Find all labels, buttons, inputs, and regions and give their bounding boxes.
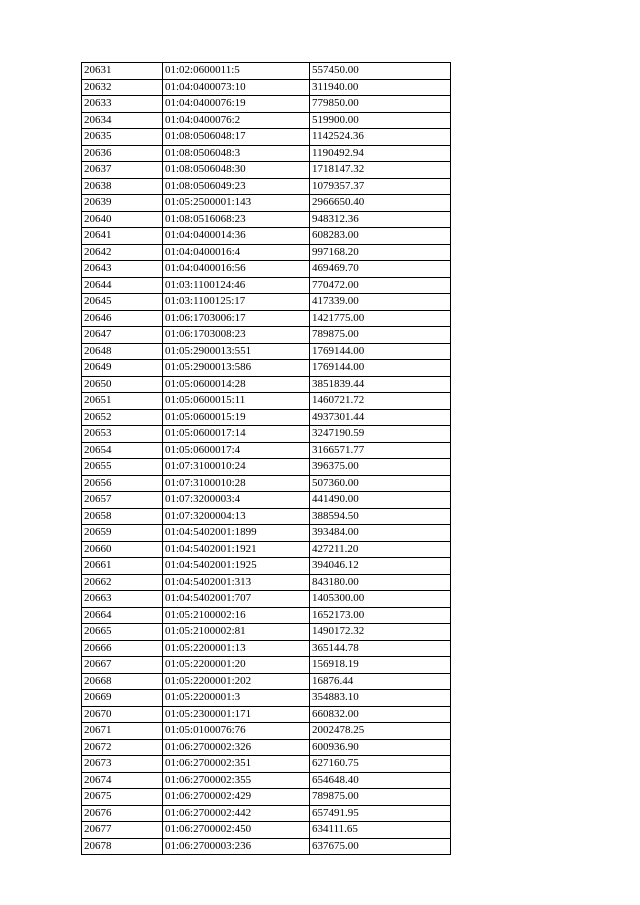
row-number-cell: 20669: [82, 690, 163, 707]
table-row: [82, 145, 451, 162]
row-number-cell: 20672: [82, 739, 163, 756]
value-cell: 354883.10: [310, 690, 451, 707]
table-row: [82, 525, 451, 542]
cadastral-number-cell: 01:04:0400073:10: [163, 79, 310, 96]
table-row: [82, 723, 451, 740]
row-number-cell: 20654: [82, 442, 163, 459]
row-number-cell: 20632: [82, 79, 163, 96]
cadastral-number-cell: 01:03:1100125:17: [163, 294, 310, 311]
table-row: [82, 805, 451, 822]
table-row: [82, 261, 451, 278]
table-row: [82, 508, 451, 525]
cadastral-number-cell: 01:06:1703008:23: [163, 327, 310, 344]
value-cell: 427211.20: [310, 541, 451, 558]
cadastral-number-cell: 01:05:2200001:3: [163, 690, 310, 707]
row-number-cell: 20650: [82, 376, 163, 393]
row-number-cell: 20667: [82, 657, 163, 674]
row-number-cell: 20674: [82, 772, 163, 789]
value-cell: 365144.78: [310, 640, 451, 657]
table-row: [82, 789, 451, 806]
row-number-cell: 20639: [82, 195, 163, 212]
table-row: [82, 574, 451, 591]
cadastral-number-cell: 01:04:5402001:1921: [163, 541, 310, 558]
value-cell: 1190492.94: [310, 145, 451, 162]
cadastral-number-cell: 01:08:0506049:23: [163, 178, 310, 195]
cadastral-number-cell: 01:06:2700002:326: [163, 739, 310, 756]
row-number-cell: 20677: [82, 822, 163, 839]
table-row: [82, 211, 451, 228]
data-table-body: [82, 63, 451, 855]
row-number-cell: 20660: [82, 541, 163, 558]
value-cell: 393484.00: [310, 525, 451, 542]
cadastral-number-cell: 01:07:3200004:13: [163, 508, 310, 525]
cadastral-number-cell: 01:05:0100076:76: [163, 723, 310, 740]
table-row: [82, 442, 451, 459]
row-number-cell: 20661: [82, 558, 163, 575]
value-cell: 1718147.32: [310, 162, 451, 179]
row-number-cell: 20637: [82, 162, 163, 179]
row-number-cell: 20662: [82, 574, 163, 591]
cadastral-number-cell: 01:06:2700002:355: [163, 772, 310, 789]
value-cell: 1460721.72: [310, 393, 451, 410]
row-number-cell: 20648: [82, 343, 163, 360]
table-row: [82, 310, 451, 327]
cadastral-number-cell: 01:04:5402001:707: [163, 591, 310, 608]
row-number-cell: 20675: [82, 789, 163, 806]
value-cell: 654648.40: [310, 772, 451, 789]
table-row: [82, 475, 451, 492]
cadastral-number-cell: 01:05:2200001:13: [163, 640, 310, 657]
cadastral-number-cell: 01:05:2200001:20: [163, 657, 310, 674]
cadastral-number-cell: 01:07:3100010:28: [163, 475, 310, 492]
cadastral-number-cell: 01:04:5402001:1925: [163, 558, 310, 575]
row-number-cell: 20658: [82, 508, 163, 525]
cadastral-number-cell: 01:07:3200003:4: [163, 492, 310, 509]
cadastral-number-cell: 01:05:2100002:81: [163, 624, 310, 641]
value-cell: 779850.00: [310, 96, 451, 113]
value-cell: 2966650.40: [310, 195, 451, 212]
value-cell: 1652173.00: [310, 607, 451, 624]
table-row: [82, 96, 451, 113]
row-number-cell: 20663: [82, 591, 163, 608]
cadastral-number-cell: 01:06:2700002:442: [163, 805, 310, 822]
table-row: [82, 79, 451, 96]
row-number-cell: 20644: [82, 277, 163, 294]
table-row: [82, 376, 451, 393]
table-row: [82, 541, 451, 558]
table-row: [82, 162, 451, 179]
value-cell: 657491.95: [310, 805, 451, 822]
table-row: [82, 591, 451, 608]
value-cell: 1079357.37: [310, 178, 451, 195]
cadastral-number-cell: 01:06:2700002:351: [163, 756, 310, 773]
table-row: [82, 706, 451, 723]
value-cell: 507360.00: [310, 475, 451, 492]
value-cell: 1769144.00: [310, 360, 451, 377]
value-cell: 311940.00: [310, 79, 451, 96]
value-cell: 770472.00: [310, 277, 451, 294]
value-cell: 608283.00: [310, 228, 451, 245]
table-row: [82, 607, 451, 624]
table-row: [82, 426, 451, 443]
row-number-cell: 20673: [82, 756, 163, 773]
value-cell: 396375.00: [310, 459, 451, 476]
row-number-cell: 20634: [82, 112, 163, 129]
cadastral-number-cell: 01:06:2700003:236: [163, 838, 310, 855]
table-row: [82, 459, 451, 476]
table-row: [82, 393, 451, 410]
table-row: [82, 343, 451, 360]
table-row: [82, 558, 451, 575]
row-number-cell: 20670: [82, 706, 163, 723]
cadastral-number-cell: 01:02:0600011:5: [163, 63, 310, 80]
table-row: [82, 756, 451, 773]
value-cell: 557450.00: [310, 63, 451, 80]
table-row: [82, 673, 451, 690]
table-row: [82, 294, 451, 311]
value-cell: 660832.00: [310, 706, 451, 723]
cadastral-number-cell: 01:07:3100010:24: [163, 459, 310, 476]
value-cell: 16876.44: [310, 673, 451, 690]
row-number-cell: 20647: [82, 327, 163, 344]
cadastral-number-cell: 01:04:5402001:1899: [163, 525, 310, 542]
table-row: [82, 195, 451, 212]
table-row: [82, 640, 451, 657]
value-cell: 600936.90: [310, 739, 451, 756]
value-cell: 843180.00: [310, 574, 451, 591]
row-number-cell: 20641: [82, 228, 163, 245]
data-table: [81, 62, 451, 855]
value-cell: 3166571.77: [310, 442, 451, 459]
row-number-cell: 20678: [82, 838, 163, 855]
cadastral-number-cell: 01:05:0600017:14: [163, 426, 310, 443]
value-cell: 1490172.32: [310, 624, 451, 641]
value-cell: 1421775.00: [310, 310, 451, 327]
row-number-cell: 20640: [82, 211, 163, 228]
table-row: [82, 657, 451, 674]
table-row: [82, 772, 451, 789]
row-number-cell: 20643: [82, 261, 163, 278]
cadastral-number-cell: 01:03:1100124:46: [163, 277, 310, 294]
cadastral-number-cell: 01:05:2100002:16: [163, 607, 310, 624]
table-row: [82, 112, 451, 129]
cadastral-number-cell: 01:05:2900013:551: [163, 343, 310, 360]
row-number-cell: 20657: [82, 492, 163, 509]
row-number-cell: 20638: [82, 178, 163, 195]
value-cell: 634111.65: [310, 822, 451, 839]
value-cell: 789875.00: [310, 789, 451, 806]
cadastral-number-cell: 01:05:2300001:171: [163, 706, 310, 723]
row-number-cell: 20659: [82, 525, 163, 542]
row-number-cell: 20653: [82, 426, 163, 443]
value-cell: 394046.12: [310, 558, 451, 575]
table-row: [82, 228, 451, 245]
table-row: [82, 624, 451, 641]
cadastral-number-cell: 01:05:0600017:4: [163, 442, 310, 459]
value-cell: 637675.00: [310, 838, 451, 855]
value-cell: 417339.00: [310, 294, 451, 311]
cadastral-number-cell: 01:04:0400076:2: [163, 112, 310, 129]
row-number-cell: 20649: [82, 360, 163, 377]
table-row: [82, 492, 451, 509]
value-cell: 1405300.00: [310, 591, 451, 608]
table-row: [82, 178, 451, 195]
cadastral-number-cell: 01:08:0516068:23: [163, 211, 310, 228]
row-number-cell: 20676: [82, 805, 163, 822]
row-number-cell: 20664: [82, 607, 163, 624]
cadastral-number-cell: 01:06:2700002:450: [163, 822, 310, 839]
table-row: [82, 277, 451, 294]
row-number-cell: 20671: [82, 723, 163, 740]
table-row: [82, 690, 451, 707]
row-number-cell: 20652: [82, 409, 163, 426]
row-number-cell: 20631: [82, 63, 163, 80]
cadastral-number-cell: 01:05:2500001:143: [163, 195, 310, 212]
value-cell: 3247190.59: [310, 426, 451, 443]
cadastral-number-cell: 01:08:0506048:17: [163, 129, 310, 146]
value-cell: 156918.19: [310, 657, 451, 674]
table-row: [82, 63, 451, 80]
cadastral-number-cell: 01:05:0600015:19: [163, 409, 310, 426]
value-cell: 469469.70: [310, 261, 451, 278]
value-cell: 388594.50: [310, 508, 451, 525]
cadastral-number-cell: 01:06:1703006:17: [163, 310, 310, 327]
value-cell: 789875.00: [310, 327, 451, 344]
value-cell: 2002478.25: [310, 723, 451, 740]
cadastral-number-cell: 01:08:0506048:30: [163, 162, 310, 179]
value-cell: 997168.20: [310, 244, 451, 261]
cadastral-number-cell: 01:05:2900013:586: [163, 360, 310, 377]
value-cell: 948312.36: [310, 211, 451, 228]
cadastral-number-cell: 01:04:0400076:19: [163, 96, 310, 113]
row-number-cell: 20651: [82, 393, 163, 410]
row-number-cell: 20666: [82, 640, 163, 657]
value-cell: 1142524.36: [310, 129, 451, 146]
table-row: [82, 360, 451, 377]
value-cell: 1769144.00: [310, 343, 451, 360]
table-row: [82, 739, 451, 756]
value-cell: 441490.00: [310, 492, 451, 509]
table-row: [82, 838, 451, 855]
row-number-cell: 20636: [82, 145, 163, 162]
cadastral-number-cell: 01:04:0400016:56: [163, 261, 310, 278]
value-cell: 519900.00: [310, 112, 451, 129]
cadastral-number-cell: 01:05:0600014:28: [163, 376, 310, 393]
cadastral-number-cell: 01:05:0600015:11: [163, 393, 310, 410]
cadastral-number-cell: 01:08:0506048:3: [163, 145, 310, 162]
row-number-cell: 20655: [82, 459, 163, 476]
value-cell: 4937301.44: [310, 409, 451, 426]
cadastral-number-cell: 01:04:0400016:4: [163, 244, 310, 261]
table-row: [82, 327, 451, 344]
row-number-cell: 20645: [82, 294, 163, 311]
row-number-cell: 20635: [82, 129, 163, 146]
row-number-cell: 20642: [82, 244, 163, 261]
row-number-cell: 20665: [82, 624, 163, 641]
value-cell: 3851839.44: [310, 376, 451, 393]
value-cell: 627160.75: [310, 756, 451, 773]
table-row: [82, 822, 451, 839]
table-row: [82, 244, 451, 261]
cadastral-number-cell: 01:05:2200001:202: [163, 673, 310, 690]
cadastral-number-cell: 01:04:0400014:36: [163, 228, 310, 245]
table-row: [82, 409, 451, 426]
row-number-cell: 20633: [82, 96, 163, 113]
cadastral-number-cell: 01:04:5402001:313: [163, 574, 310, 591]
table-row: [82, 129, 451, 146]
row-number-cell: 20646: [82, 310, 163, 327]
row-number-cell: 20668: [82, 673, 163, 690]
cadastral-number-cell: 01:06:2700002:429: [163, 789, 310, 806]
row-number-cell: 20656: [82, 475, 163, 492]
